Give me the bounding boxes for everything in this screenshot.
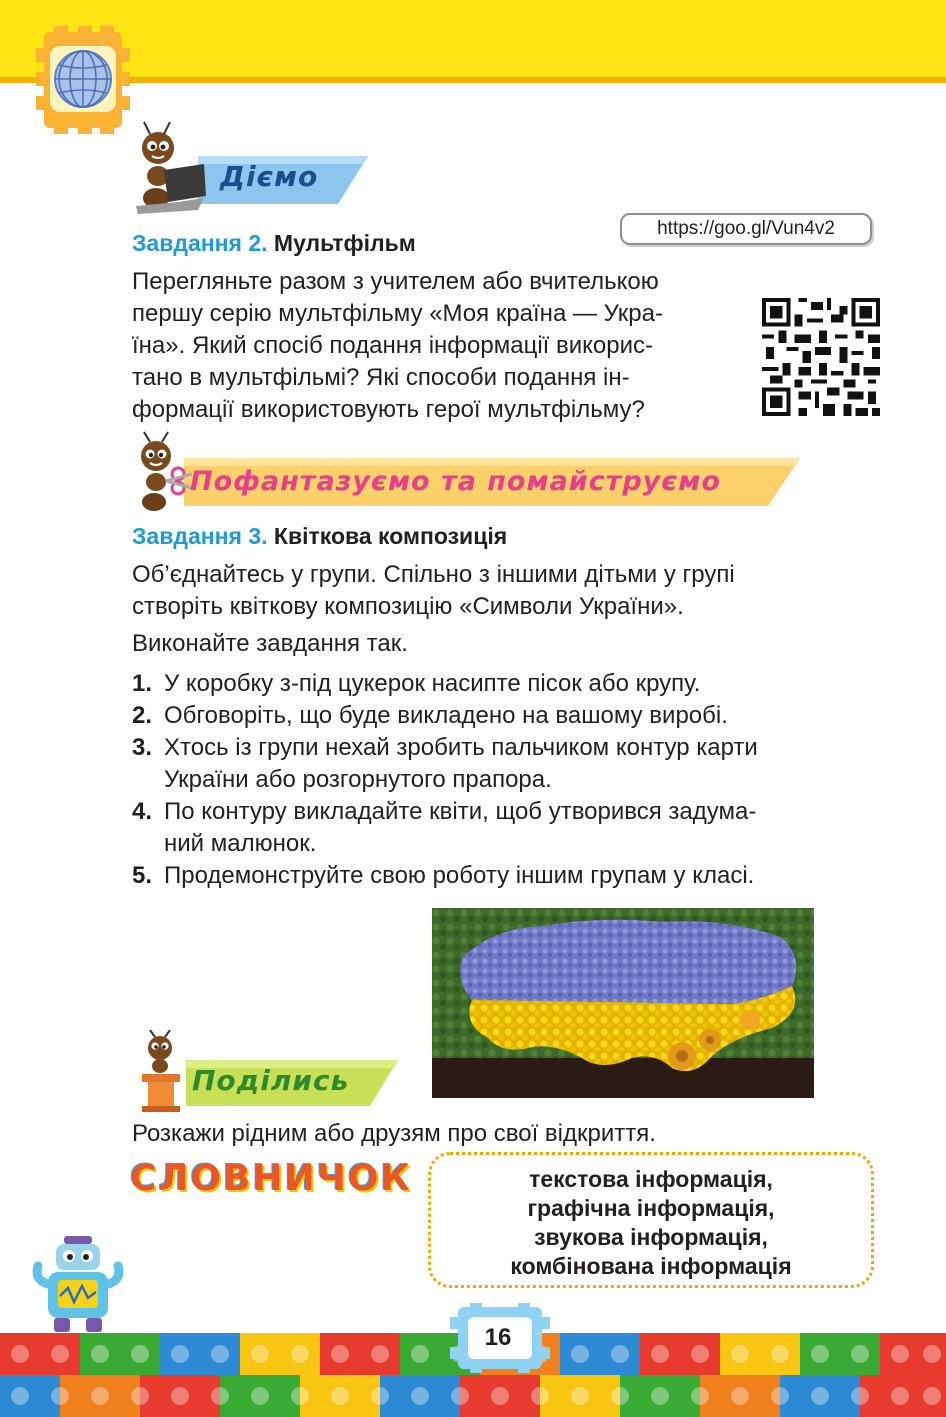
video-link[interactable]: https://goo.gl/Vun4v2	[620, 213, 872, 245]
dictionary-box	[428, 1152, 874, 1288]
list-item	[132, 732, 874, 796]
qr-code-icon[interactable]	[762, 298, 880, 416]
ant-scissors-icon	[128, 430, 192, 514]
dictionary-heading: СЛОВНИЧОК	[130, 1158, 412, 1199]
task2-line: формації використовують герої мультфільму?	[132, 396, 645, 423]
globe-icon	[36, 26, 130, 134]
task2-line: тано в мультфільмі? Які способи подання ін-	[132, 364, 630, 391]
task3-title: Квіткова композиція	[273, 523, 508, 549]
ant-laptop-icon	[128, 118, 208, 218]
page-number: 16	[484, 1324, 512, 1351]
share-banner	[138, 1030, 398, 1112]
list-item	[132, 700, 874, 732]
step-number: 3.	[132, 734, 153, 761]
task3-number: Завдання 3.	[132, 523, 268, 549]
task2-line: Перегляньте разом з учителем або вчителькою	[132, 268, 659, 295]
dictionary-term: графічна інформація,	[527, 1195, 775, 1221]
imagine-banner	[128, 430, 800, 514]
share-banner-title: Подiлись	[192, 1064, 350, 1097]
header-band	[0, 0, 946, 77]
robot-icon	[30, 1236, 126, 1336]
task3-heading	[132, 523, 507, 550]
task3-instruction: Виконайте завдання так.	[132, 630, 408, 657]
ant-podium-icon	[138, 1030, 192, 1112]
header-band-edge	[0, 77, 946, 83]
step-number: 4.	[132, 798, 153, 825]
list-item	[132, 860, 874, 892]
task3-steps	[132, 668, 874, 892]
dictionary-term: текстова інформація,	[529, 1166, 773, 1192]
act-banner-title: Дiємо	[220, 160, 319, 193]
task2-line: першу серію мультфільму «Моя країна — Укра-	[132, 300, 663, 327]
task2-text	[132, 266, 732, 426]
task2-line: їна». Який спосіб подання інформації викорис-	[132, 332, 654, 359]
share-text: Розкажи рідним або друзям про свої відкриття.	[132, 1120, 656, 1147]
dictionary-term: комбінована інформація	[510, 1253, 792, 1279]
list-item	[132, 796, 874, 860]
act-banner	[128, 118, 368, 218]
dictionary-term: звукова інформація,	[534, 1224, 768, 1250]
imagine-banner-title: Пофантазуємо та помайструємо	[190, 466, 721, 497]
step-line: Хтось із групи нехай зробить пальчиком контур карти	[164, 734, 758, 761]
step-line: Обговоріть, що буде викладено на вашому виробі.	[164, 702, 728, 729]
task3-intro-line: створіть квіткову композицію «Символи України».	[132, 593, 684, 620]
step-line: По контуру викладайте квіти, щоб утворився задума-	[164, 798, 757, 825]
step-number: 2.	[132, 702, 153, 729]
list-item	[132, 668, 874, 700]
task2-number: Завдання 2.	[132, 230, 268, 256]
task2-title: Мультфільм	[273, 230, 416, 256]
task2-heading	[132, 230, 416, 257]
step-number: 1.	[132, 670, 153, 697]
step-line: У коробку з-під цукерок насипте пісок або крупу.	[164, 670, 701, 697]
step-number: 5.	[132, 862, 153, 889]
task3-intro	[132, 559, 874, 623]
step-line: Продемонструйте свою роботу іншим групам у класі.	[164, 862, 755, 889]
step-line: ний малюнок.	[164, 830, 317, 857]
step-line: України або розгорнутого прапора.	[164, 766, 552, 793]
task3-intro-line: Об’єднайтесь у групи. Спільно з іншими дітьми у групі	[132, 561, 735, 588]
flower-map-photo	[432, 908, 814, 1098]
